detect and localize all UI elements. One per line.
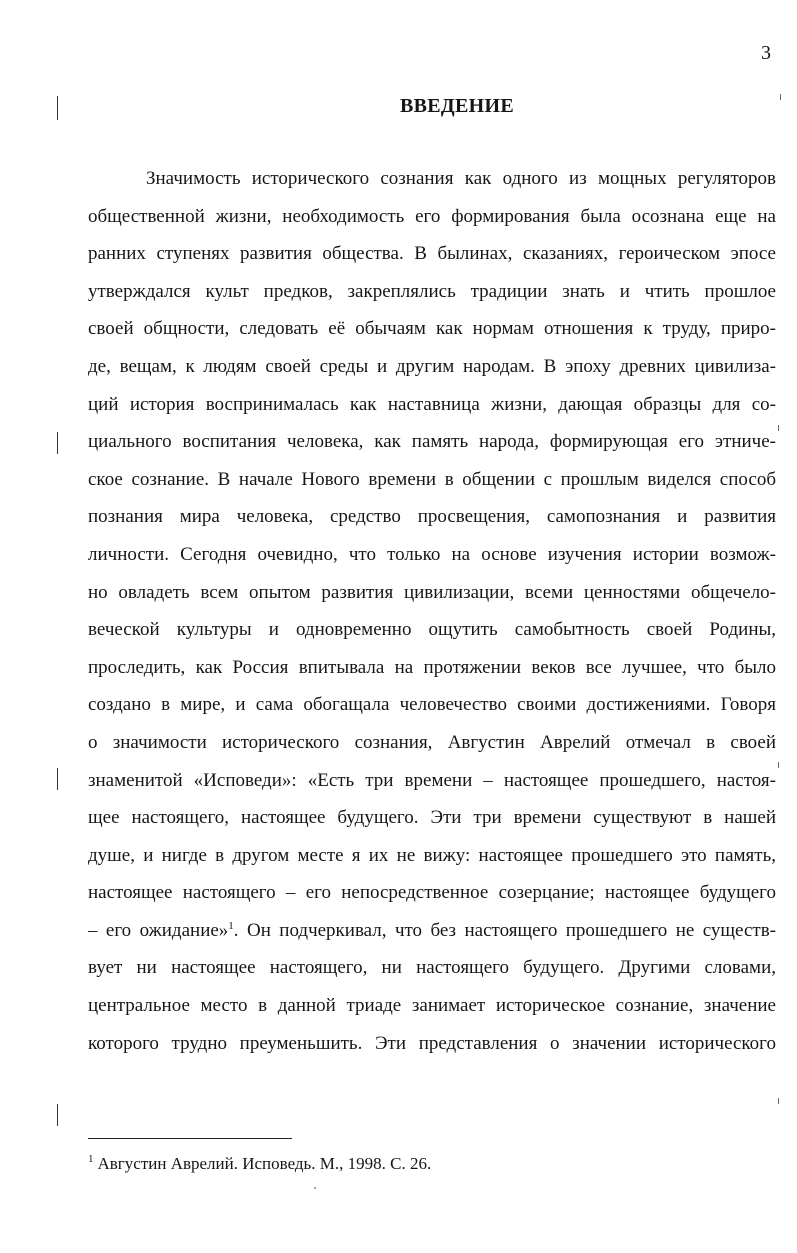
footnote — [88, 1154, 431, 1174]
text-line — [88, 574, 776, 612]
scan-mark — [57, 768, 58, 790]
text-line — [88, 912, 776, 950]
text-line-content: о значимости исторического сознания, Августин Аврелий отмечал в своей — [88, 731, 776, 753]
footnote-number: 1 — [88, 1153, 94, 1165]
text-line — [88, 536, 776, 574]
scan-dot — [314, 1187, 316, 1189]
text-line-content: душе, и нигде в другом месте я их не вижу: настоящее прошедшего это память, — [88, 844, 776, 866]
text-line-content: своей общности, следовать её обычаям как нормам отношения к труду, приро- — [88, 318, 776, 340]
text-line — [88, 310, 776, 348]
text-line-content: настоящее настоящего – его непосредственное созерцание; настоящее будущего — [88, 882, 776, 904]
text-line-content: знаменитой «Исповеди»: «Есть три времени – настоящее прошедшего, настоя- — [88, 769, 776, 791]
scan-mark — [57, 432, 58, 454]
text-line — [88, 348, 776, 386]
body-text — [88, 160, 776, 1062]
text-line-content: циального воспитания человека, как память народа, формирующая его этниче- — [88, 431, 776, 453]
footnote-divider — [88, 1138, 292, 1139]
text-line — [88, 423, 776, 461]
text-line — [88, 498, 776, 536]
scan-tick — [780, 94, 781, 100]
scan-tick — [778, 425, 779, 431]
text-line-content: де, вещам, к людям своей среды и другим народам. В эпоху древних цивилиза- — [88, 355, 776, 377]
text-line — [88, 949, 776, 987]
text-line-content: которого трудно преуменьшить. Эти представления о значении исторического — [88, 1032, 776, 1054]
text-line-content: проследить, как Россия впитывала на протяжении веков все лучшее, что было — [88, 656, 776, 678]
text-line-content: общественной жизни, необходимость его формирования была осознана еще на — [88, 205, 776, 227]
text-line — [88, 160, 776, 198]
text-line-content: ций история воспринималась как наставница жизни, дающая образцы для со- — [88, 393, 776, 415]
text-line — [88, 799, 776, 837]
text-line-content: утверждался культ предков, закреплялись традиции знать и чтить прошлое — [88, 280, 776, 302]
footnote-text: Августин Аврелий. Исповедь. М., 1998. С. 26. — [97, 1154, 432, 1173]
text-line — [88, 198, 776, 236]
text-line — [88, 273, 776, 311]
text-line-content: центральное место в данной триаде занимает историческое сознание, значение — [88, 995, 776, 1017]
text-line — [88, 386, 776, 424]
scan-tick — [778, 762, 779, 768]
text-line — [88, 874, 776, 912]
text-line — [88, 235, 776, 273]
text-line — [88, 837, 776, 875]
text-line — [88, 611, 776, 649]
text-line-continuation: . Он подчеркивал, что без настоящего прошедшего не существ- — [233, 919, 776, 941]
page-title: ВВЕДЕНИЕ — [400, 95, 514, 117]
text-line — [88, 724, 776, 762]
text-line-content: личности. Сегодня очевидно, что только на основе изучения истории возмож- — [88, 543, 776, 565]
text-line-content: создано в мире, и сама обогащала человечество своими достижениями. Говоря — [88, 694, 776, 716]
text-line-content: щее настоящего, настоящее будущего. Эти три времени существуют в нашей — [88, 807, 776, 829]
page-number: 3 — [761, 42, 771, 64]
text-line — [88, 1025, 776, 1063]
text-line — [88, 649, 776, 687]
scan-tick — [778, 1098, 779, 1104]
text-line-content: веческой культуры и одновременно ощутить самобытность своей Родины, — [88, 619, 776, 641]
text-line-content: но овладеть всем опытом развития цивилизации, всеми ценностями общечело- — [88, 581, 776, 603]
text-line — [88, 762, 776, 800]
text-line-content: вует ни настоящее настоящего, ни настоящего будущего. Другими словами, — [88, 957, 776, 979]
scan-mark — [57, 1104, 58, 1126]
text-line-content: ское сознание. В начале Нового времени в общении с прошлым виделся способ — [88, 468, 776, 490]
text-line-content: – его ожидание» — [88, 919, 229, 941]
text-line-content: ранних ступенях развития общества. В былинах, сказаниях, героическом эпосе — [88, 243, 776, 265]
text-line — [88, 987, 776, 1025]
text-line — [88, 686, 776, 724]
footnote-reference: 1 — [228, 919, 234, 932]
text-line-content: Значимость исторического сознания как одного из мощных регуляторов — [146, 168, 776, 189]
text-line-content: познания мира человека, средство просвещения, самопознания и развития — [88, 506, 776, 528]
text-line — [88, 461, 776, 499]
scan-mark — [57, 96, 58, 120]
